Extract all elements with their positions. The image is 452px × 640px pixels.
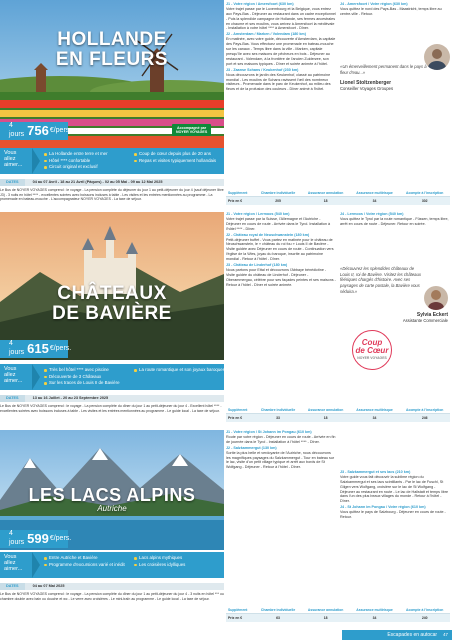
guide-name: Sylvia Eckert (416, 312, 448, 318)
trip-baviere (0, 212, 452, 422)
highlight-item: La Hollande entre terre et mer (44, 151, 136, 158)
guide-signature (400, 312, 448, 324)
heading-line3: aimer... (4, 161, 23, 168)
itinerary-day: J4 - Amersfoort / Votre région (630 km) (340, 2, 408, 6)
table-cell: 34 (350, 197, 400, 205)
highlight-item: Coup de cœur depuis plus de 20 ans (134, 151, 226, 158)
heading-line1: Vous (4, 150, 17, 156)
price-unit: €/pers. (49, 126, 72, 134)
table-header: Assurance annulation (302, 189, 350, 197)
price-duration: 4 jours (9, 340, 25, 356)
trip-title-line1: CHÂTEAUX (57, 283, 167, 304)
highlights-left (44, 151, 136, 171)
table-cell: 34 (350, 614, 400, 622)
table-header: Assurance annulation (302, 606, 350, 614)
itinerary-day: J3 - Salzkammergut et ses lacs (210 km) (340, 470, 411, 474)
highlights-right (134, 151, 226, 164)
trip-hollande (0, 0, 452, 205)
price-badge (0, 122, 72, 140)
itinerary-day: J2 - Amsterdam / Marken / Volendam (180 km) (226, 32, 306, 37)
highlight-item: Très bel hôtel **** avec piscine (44, 367, 136, 374)
highlights-left (44, 555, 136, 568)
itinerary-day: J3 - Château de Linderhof (180 km) (226, 263, 288, 268)
itinerary-text: Vous quittez le nord des Pays-Bas - Maastricht, temps libre au centre-ville - Retour. (340, 6, 442, 16)
highlights-heading (4, 151, 22, 169)
table-header: Assurance multirisque (350, 189, 400, 197)
guide-quote: «Un émerveillement permanent dans le pays à fleur d'eau...» (340, 64, 427, 75)
price-amount: 615 (27, 340, 49, 356)
dates-bar (0, 395, 224, 402)
highlights-heading (4, 367, 22, 385)
itinerary-text: En matinée, avec votre guide, découverte d'Amsterdam, la capitale des Pays-Bas. Vous effectuez une promenade en bateau-mouche sur les canaux - Temps libre dans la ville - Marken, capitale presqu'île avec ses maisons de pêcheurs en bois - Déjeuner au restaurant - Volendam, à la frontière de l'ancien Zuiderzee, son port et ses maisons typiques - Dîner et soirée animée à l'hôtel. (226, 37, 336, 66)
itinerary-text: Petit-déjeuner buffet - Vous partez en matinée pour le château de Neuschwanstein, le « château du roi fou » Louis II de Bavière - Visite guidée avec Déjeuner en cours de route - Continuation vers l'église de la Wies, joyau du baroque, inscrite au patrimoine mondial - Retour à l'hôtel - Dîner. (226, 237, 334, 262)
guide-name: Lionel Stoltzenberger (340, 80, 392, 86)
arrow-icon (32, 364, 40, 390)
trip-title-line1: HOLLANDE (57, 29, 167, 50)
itinerary-day: J2 - Salzkammergut (130 km) (226, 445, 277, 450)
included-text: Le Bus de NOYER VOYAGES comprend : le voyage - La pension complète du dîner du jour 1 au petit-déjeuner du jour 4 - 3 nuits en hôtel *** ou chambre double avec bain ou douche et wc - Le verre avec croisières - Le mini-traîn au programme - Le guide local - La taxe de séjour. (0, 592, 224, 601)
itinerary-col-b (340, 470, 450, 521)
highlight-item: Lacs alpins mythiques (134, 555, 226, 562)
table-header: Supplément (226, 606, 255, 614)
itinerary-day: J1 - Votre région / Amersfoort (630 km) (226, 2, 294, 6)
itinerary-text: Sortie la plus belle et verdoyante de l'Autriche, nous découvrons les magnifiques paysages du Salzkammergut - Tour en bateau sur le lac, visite d'un petit village typique et arrêt aux bords de St Wolfgang - Déjeuner - Retour à l'hôtel - Dîner. (226, 450, 335, 470)
table-cell: 33 (255, 414, 302, 422)
guide-portrait (424, 44, 450, 70)
badge-line1: Coup (361, 338, 383, 348)
price-table (226, 406, 450, 422)
price-badge (0, 340, 72, 358)
heading-line1: Vous (4, 554, 17, 560)
dates-value: 13 au 16 Juillet - 20 au 23 Septembre 2025 (32, 396, 109, 401)
table-cell: Prix en € (226, 197, 255, 205)
footer-section: Escapades en autocar (387, 631, 438, 638)
highlight-item: La route romantique et son joyaux baroques (134, 367, 226, 374)
dates-bar (0, 179, 224, 186)
price-table (226, 189, 450, 205)
itinerary-day: J4 - St Johann im Pongau / Votre région (610 km) (340, 505, 426, 510)
itinerary-col-a (226, 2, 336, 93)
itinerary-text: Route par votre région - Déjeuner en cours de route - Arrivée en fin de journée dans le Tyrol - Installation à l'hôtel **** - Dîner. (226, 434, 336, 444)
page-footer (0, 630, 452, 640)
table-header: Assurance multirisque (350, 406, 400, 414)
table-cell: 205 (255, 197, 302, 205)
guide-badge-line2: NOYER VOYAGES (176, 129, 208, 134)
guide-role: Assistante Commerciale (402, 318, 448, 324)
table-cell: Prix en € (226, 614, 255, 622)
table-header: Supplément (226, 189, 255, 197)
highlight-item: Hôtel **** confortable (44, 158, 136, 165)
table-cell: 302 (399, 197, 450, 205)
dates-bar (0, 583, 224, 590)
heading-line2: allez (4, 155, 16, 162)
table-cell: 18 (302, 414, 350, 422)
table-cell: 18 (302, 197, 350, 205)
heading-line3: aimer... (4, 377, 23, 384)
highlights-right (134, 367, 226, 374)
itinerary-day: J1 - Votre région / St Johann im Pongau (610 km) (226, 430, 312, 434)
table-header: Acompte à l'inscription (399, 406, 450, 414)
price-badge (0, 530, 72, 548)
table-header: Supplément (226, 406, 255, 414)
trip-title-line1: LES LACS ALPINS (28, 485, 196, 505)
arrow-icon (32, 552, 40, 578)
table-cell: 240 (399, 614, 450, 622)
guide-badge-line1: Accompagné par (177, 125, 207, 130)
guide-quote: «Découvrez les splendides châteaux de Louis II, roi de Bavière. Visitez les châteaux féériques chargés d'histoire. Avec ses paysages de carte postale, la Bavière vous séduira.» (340, 266, 421, 294)
highlights-right (134, 555, 226, 568)
badge-line2: de Cœur (355, 346, 389, 356)
person-icon (424, 44, 450, 70)
itinerary-text: Vous quittez le Tyrol par la route romantique - Füssen, temps libre, arrêt en cours de route - Déjeuner. Retour en soirée. (340, 216, 449, 226)
dates-value: 04 au 07 Mai 2025 (32, 584, 65, 589)
table-cell: 34 (350, 414, 400, 422)
dates-label: DATES (0, 395, 25, 402)
highlights-panel (0, 364, 224, 390)
highlight-item: Découverte de 3 Châteaux (44, 374, 136, 381)
price-amount: 756 (27, 122, 49, 138)
itinerary-day: J1 - Votre région / Lermoos (540 km) (226, 212, 290, 216)
badge-line3: NOYER VOYAGES (357, 356, 387, 361)
highlight-item: Entre Autriche et Bavière (44, 555, 136, 562)
table-cell: 246 (399, 414, 450, 422)
price-unit: €/pers. (49, 344, 72, 352)
price-duration: 4 jours (9, 530, 25, 546)
price-duration: 4 jours (9, 122, 25, 138)
itinerary-text: Votre trajet passe par la Suisse, l'Allemagne et l'Autriche - Déjeuner en cours de route - Arrivée dans le Tyrol. Installation à l'hôtel **** - Dîner. (226, 216, 331, 231)
trip-lacs-alpins (0, 430, 452, 628)
guide-portrait (424, 286, 448, 310)
guide-role: Conseiller Voyages Groupes (340, 86, 394, 92)
itinerary-text: Vous quittez le pays de Salzbourg - Déjeuner en cours de route - Retour. (340, 510, 446, 520)
itinerary-text: Votre guide vous fait découvrir la sublime région du Salzkammergut et ses lacs scintillants - Par le lac de Fuschl, St Gilgen vers Wolfgang, croisière sur le lac de St Wolfgang - Déjeuner au restaurant en route - Le lac de Hallstatt et temps libre dans l'un des plus beaux villages du monde - Retour à l'hôtel - Dîner. (340, 474, 449, 504)
table-cell: Prix en € (226, 414, 255, 422)
table-header: Chambre individuelle (255, 406, 302, 414)
price-amount: 599 (27, 530, 49, 546)
price-unit: €/pers. (49, 534, 72, 542)
page-number: 47 (443, 632, 448, 638)
table-header: Chambre individuelle (255, 189, 302, 197)
heading-line2: allez (4, 371, 16, 378)
hero-image-baviere (0, 212, 224, 360)
arrow-icon (32, 148, 40, 174)
itinerary-col-b (340, 2, 450, 18)
highlights-panel (0, 552, 224, 578)
itinerary-col-a (226, 212, 336, 289)
table-header: Acompte à l'inscription (399, 189, 450, 197)
guide-badge (172, 124, 211, 136)
dates-label: DATES (0, 179, 25, 186)
itinerary-day: J4 - Lermoos / Votre région (540 km) (340, 212, 404, 216)
dates-label: DATES (0, 583, 25, 590)
trip-title-line2: EN FLEURS (55, 49, 169, 70)
included-text: Le Bus de NOYER VOYAGES comprend : le voyage - La pension complète du dîner du jour 1 au petit-déjeuner du jour 4 - Excellent hôtel **** - excellentes soirées avec boissons incluses à table - Les visites et les entrées mentionnées au programme - Le guide local - La taxe de séjour. (0, 404, 222, 413)
highlight-item: Repas et visites typiquement hollandais (134, 158, 226, 165)
guide-signature (340, 80, 393, 92)
itinerary-day: J2 - Château royal de Neuschwanstein (180 km) (226, 232, 310, 237)
heading-line2: allez (4, 559, 16, 566)
itinerary-text: Nous découvrons le jardin des Keukenhof, classé au patrimoine mondial - Les moulins de Schans ravissent l'œil des nombreux visiteurs - Promenade dans le parc de Keukenhof, au milieu des fleurs et de la profusion des couleurs - Dîner animé à l'hôtel. (226, 72, 331, 92)
table-header: Chambre individuelle (255, 606, 302, 614)
highlight-item: Sur les traces de Louis II de Bavière (44, 380, 136, 387)
footer-bar (342, 630, 452, 640)
dates-value: 04 au 07 Avril - 18 au 21 Avril (Pâques) - 02 au 05 Mai - 09 au 12 Mai 2025 (32, 180, 163, 185)
table-cell: 18 (302, 614, 350, 622)
heading-line3: aimer... (4, 565, 23, 572)
trip-title-line2: DE BAVIÈRE (52, 303, 172, 324)
highlight-item: Programme d'excursions varié et inédit (44, 562, 136, 569)
heading-line1: Vous (4, 366, 17, 372)
itinerary-col-b (340, 212, 450, 228)
itinerary-col-a (226, 430, 336, 471)
itinerary-day: J3 - Zaanse Schans / Keukenhof (230 km) (226, 67, 299, 72)
price-table (226, 606, 450, 622)
table-header: Assurance annulation (302, 406, 350, 414)
itinerary-text: Nous partons pour Ettal et découvrons l'Abbaye bénédictine - Visite guidée du château de Linderhof - Déjeuner - Oberammergau, célèbre pour ses façades peintes et ses maisons - Retour à l'hôtel - Dîner et soirée animée. (226, 268, 336, 287)
coup-de-coeur-badge (352, 330, 392, 370)
included-text: Le Bus de NOYER VOYAGES comprend : le voyage - La pension complète du déjeuner du jour 1 au petit-déjeuner du jour 4 (sauf déjeuner libre J3) - 3 nuits en hôtel **** - excellentes soirées avec boissons incluses à table - Les visites et les entrées mentionnées au programme - La promenade en bateau-mouche - L'accompagnateur NOYER VOYAGES - La taxe de séjour. (0, 188, 224, 202)
highlights-heading (4, 555, 22, 573)
table-cell: 63 (255, 614, 302, 622)
highlights-panel (0, 148, 224, 174)
trip-subtitle: Autriche (97, 504, 127, 513)
highlight-item: Circuit original et exclusif (44, 164, 136, 171)
table-header: Acompte à l'inscription (399, 606, 450, 614)
person-icon (424, 286, 448, 310)
highlights-left (44, 367, 136, 387)
highlight-item: Les croisières idylliques (134, 562, 226, 569)
itinerary-text: Votre trajet passe par le Luxembourg et la Belgique, vous entrez aux Pays-Bas - Déjeuner au restaurant dans un cadre exceptionnel - Puis la splendide campagne de Hollande, ses fermes ancestrales en chaume et ses moulins, vous arrivez à Amersfoort la médiévale - Installation à votre hôtel **** à Amersfoort - Dîner. (226, 6, 336, 31)
table-header: Assurance multirisque (350, 606, 400, 614)
